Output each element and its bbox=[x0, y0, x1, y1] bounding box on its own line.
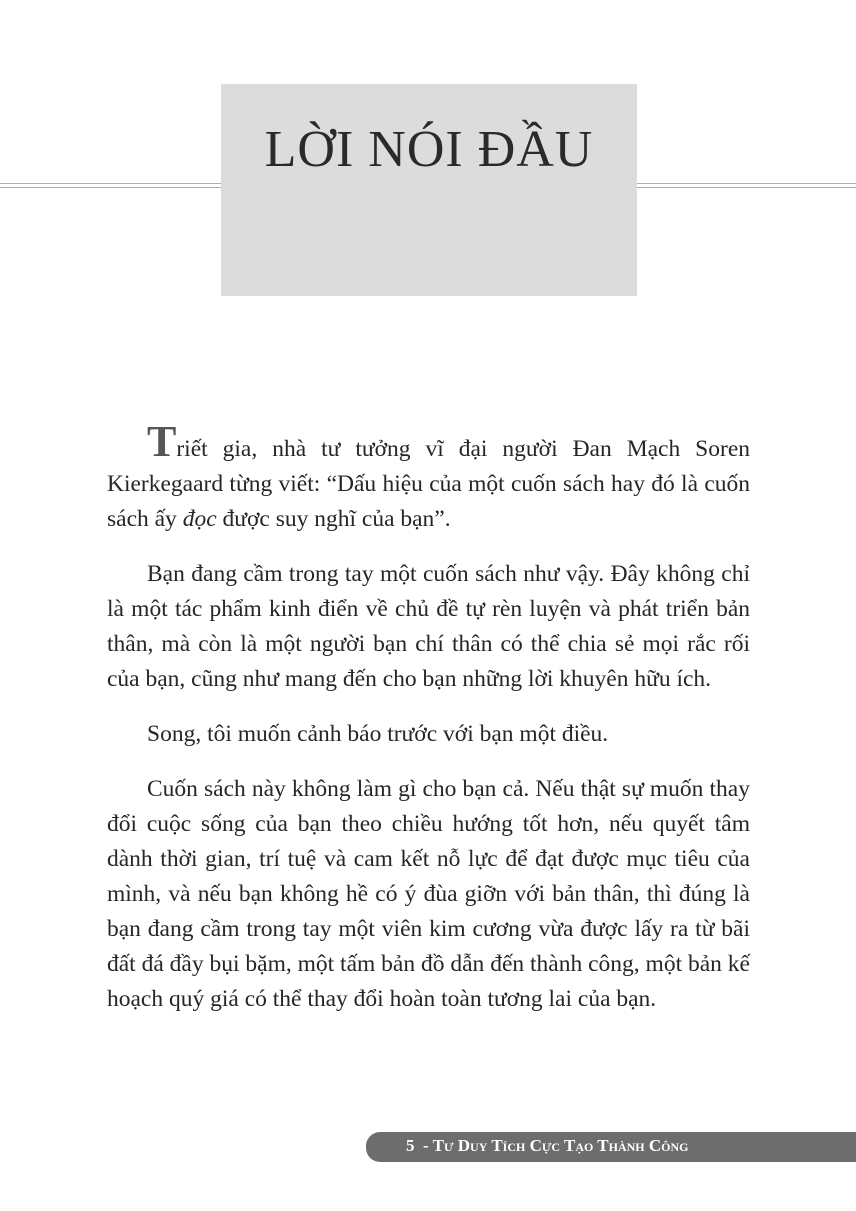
page-title: LỜI NÓI ĐẦU bbox=[264, 121, 594, 178]
paragraph-1-text-a: riết gia, nhà tư tưởng vĩ đại người Đan Mạch Soren Kierkegaard từng viết: “Dấu hiệu của một cuốn sách hay đó là cuốn sách ấy bbox=[107, 436, 750, 532]
book-title: Tư Duy Tích Cực Tạo Thành Công bbox=[432, 1136, 689, 1155]
paragraph-1-emphasis: đọc bbox=[182, 506, 217, 532]
body-text bbox=[107, 417, 750, 1037]
footer-separator: - bbox=[423, 1136, 429, 1155]
title-background-box bbox=[221, 84, 637, 296]
paragraph-4: Cuốn sách này không làm gì cho bạn cả. Nếu thật sự muốn thay đổi cuộc sống của bạn theo chiều hướng tốt hơn, nếu quyết tâm dành thời gian, trí tuệ và cam kết nỗ lực để đạt được mục tiêu của mình, và nếu bạn không hề có ý đùa giỡn với bản thân, thì đúng là bạn đang cầm trong tay một viên kim cương vừa được lấy ra từ bãi đất đá đầy bụi bặm, một tấm bản đồ dẫn đến thành công, một bản kế hoạch quý giá có thể thay đổi hoàn toàn tương lai của bạn. bbox=[107, 776, 750, 1012]
paragraph-1-text-b: được suy nghĩ của bạn”. bbox=[216, 506, 451, 532]
page-number: 5 bbox=[406, 1136, 415, 1155]
paragraph-2: Bạn đang cầm trong tay một cuốn sách như vậy. Đây không chỉ là một tác phẩm kinh điển về chủ đề tự rèn luyện và phát triển bản thân, mà còn là một người bạn chí thân có thể chia sẻ mọi rắc rối của bạn, cũng như mang đến cho bạn những lời khuyên hữu ích. bbox=[107, 561, 750, 692]
running-footer bbox=[406, 1136, 689, 1156]
drop-cap: T bbox=[147, 417, 177, 466]
paragraph-3: Song, tôi muốn cảnh báo trước với bạn một điều. bbox=[147, 721, 609, 747]
paragraph-1 bbox=[107, 417, 750, 537]
